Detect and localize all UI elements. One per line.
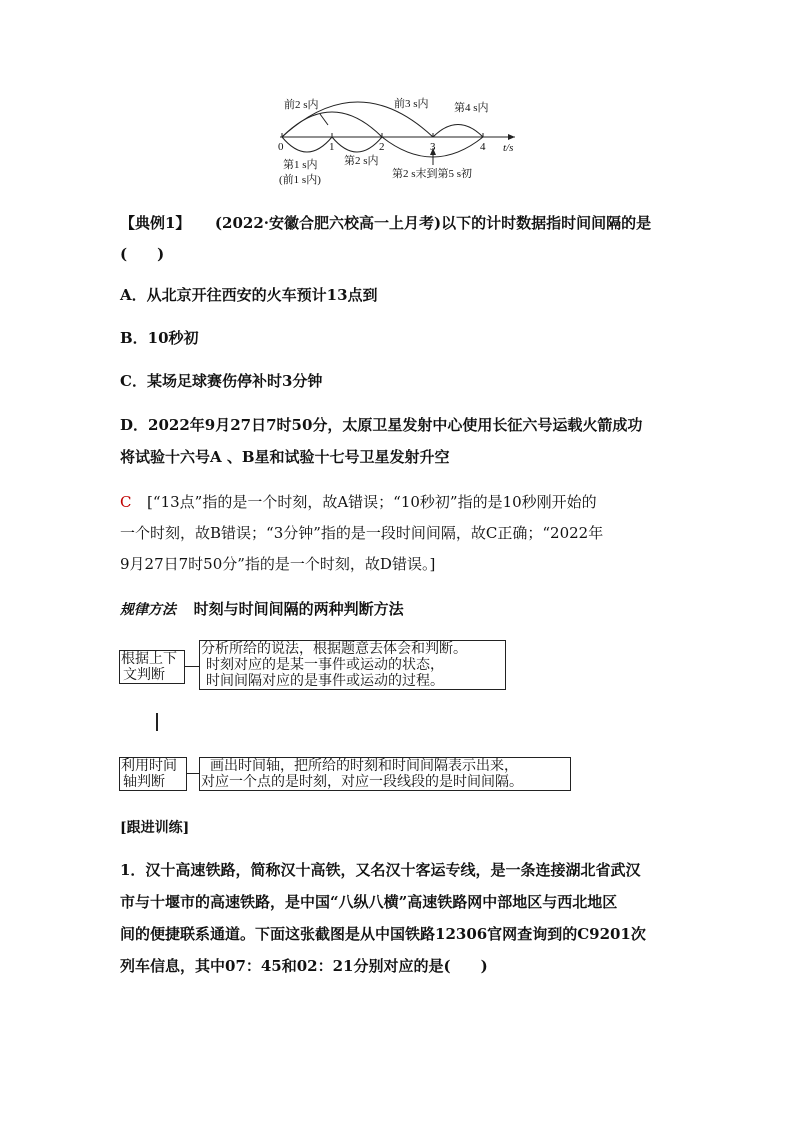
label-2nd-s: 第2 s内 (344, 155, 379, 167)
example-question: 以下的计时数据指时间间隔的是 (441, 214, 652, 232)
training-header: [跟进训练] (120, 820, 190, 836)
method1-left-box: 根据上下 文判断 (119, 650, 185, 684)
arc-1st-s (282, 137, 332, 152)
example-blank: ( ) (120, 245, 165, 263)
tick-1: 1 (329, 141, 335, 153)
explanation-line1: [“13点”指的是一个时刻，故A错误；“10秒初”指的是10秒刚开始的 (147, 493, 597, 511)
method-label: 规律方法 (120, 602, 176, 618)
option-d-line1: D．2022年9月27日7时50分，太原卫星发射中心使用长征六号运载火箭成功 (120, 416, 643, 434)
arc-4th-s (433, 125, 483, 138)
label-first-2s: 前2 s内 (284, 99, 319, 111)
method2-left-box: 利用时间 轴判断 (119, 757, 187, 791)
training-q1-line3: 间的便捷联系通道。下面这张截图是从中国铁路12306官网查询到的C9201次 (120, 925, 646, 943)
example-tag: 【典例1】 (120, 214, 191, 232)
tick-4: 4 (480, 141, 486, 153)
option-a: A．从北京开往西安的火车预计13点到 (120, 286, 378, 304)
method2-connector (186, 773, 199, 774)
label-2end-5begin: 第2 s末到第5 s初 (392, 168, 473, 180)
explanation-line3: 9月27日7时50分”指的是一个时刻，故D错误。] (120, 555, 436, 573)
label-1st-s: 第1 s内 (283, 159, 318, 171)
training-q1-line1: 1．汉十高速铁路，简称汉十高铁，又名汉十客运专线，是一条连接湖北省武汉 (120, 861, 641, 879)
option-b: B．10秒初 (120, 329, 199, 347)
method2-right-box: 画出时间轴，把所给的时刻和时间间隔表示出来， 对应一个点的是时刻，对应一段线段的是时间间隔。 (199, 757, 571, 791)
training-q1-line4: 列车信息，其中07：45和02：21分别对应的是( ) (120, 957, 488, 975)
example-source: (2022·安徽合肥六校高一上月考) (214, 214, 442, 232)
option-d-line2: 将试验十六号A 、B星和试验十七号卫星发射升空 (120, 448, 450, 466)
tick-2: 2 (379, 141, 385, 153)
axis-label: t/s (503, 142, 514, 154)
label-first-3s: 前3 s内 (394, 98, 429, 110)
answer-letter: C (120, 493, 132, 511)
training-q1-line2: 市与十堰市的高速铁路，是中国“八纵八横”高速铁路网中部地区与西北地区 (120, 893, 618, 911)
method-heading (120, 598, 404, 619)
time-axis-diagram (270, 92, 530, 192)
method-separator (156, 713, 158, 731)
method-title: 时刻与时间间隔的两种判断方法 (193, 600, 404, 618)
method1-right-box: 分析所给的说法，根据题意去体会和判断。 时刻对应的是某一事件或运动的状态， 时间间隔对应的是事件或运动的过程。 (199, 640, 506, 690)
answer-line1 (120, 491, 597, 512)
method1-connector (184, 666, 199, 667)
option-c: C．某场足球赛伤停补时3分钟 (120, 372, 323, 390)
explanation-line2: 一个时刻，故B错误；“3分钟”指的是一段时间间隔，故C正确；“2022年 (120, 524, 604, 542)
label-1st-s-alt: (前1 s内) (279, 174, 321, 186)
label-4th-s: 第4 s内 (454, 102, 489, 114)
arc-2nd-s (332, 137, 382, 152)
tick-0: 0 (278, 141, 284, 153)
tick-3: 3 (430, 141, 436, 153)
example-heading (120, 212, 651, 233)
